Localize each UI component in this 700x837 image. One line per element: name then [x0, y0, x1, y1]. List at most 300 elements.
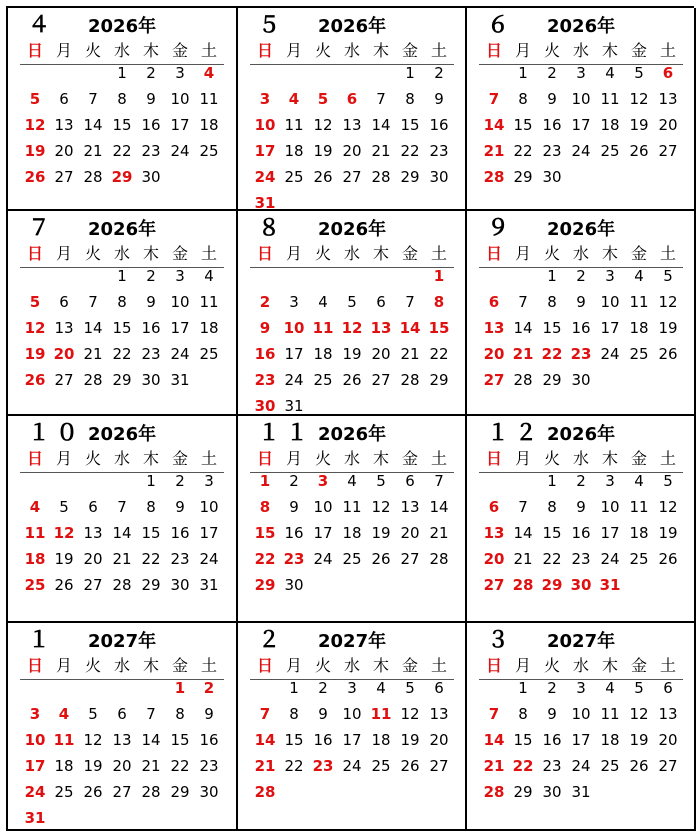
day-number: 23 — [283, 550, 305, 568]
day-number: 29 — [254, 576, 276, 594]
day-number: 16 — [254, 345, 276, 363]
month-block — [467, 416, 696, 623]
day-number: 31 — [284, 397, 304, 415]
day-number: 15 — [112, 319, 132, 337]
year-label: 2026年 — [547, 219, 616, 240]
day-number: 11 — [629, 293, 649, 311]
day-number: 11 — [342, 498, 362, 516]
day-number: 9 — [259, 319, 271, 337]
year-label: 2026年 — [318, 16, 387, 37]
day-number: 26 — [24, 168, 46, 186]
day-number: 20 — [54, 142, 74, 160]
day-number: 13 — [342, 116, 362, 134]
day-number: 13 — [429, 705, 449, 723]
month-number: ８ — [258, 216, 287, 241]
day-number: 31 — [199, 576, 219, 594]
day-number: 7 — [518, 498, 528, 516]
day-number: 2 — [175, 472, 185, 490]
day-number: 21 — [254, 757, 276, 775]
day-number: 5 — [376, 472, 386, 490]
month-number: １ — [28, 628, 57, 653]
day-number: 30 — [542, 168, 562, 186]
weekday-header: 月 — [285, 656, 302, 675]
weekday-header: 水 — [343, 41, 360, 60]
year-label: 2026年 — [88, 424, 157, 445]
weekday-header: 火 — [543, 244, 560, 263]
weekday-header: 火 — [84, 449, 101, 468]
day-number: 12 — [400, 705, 420, 723]
day-number: 30 — [429, 168, 449, 186]
day-number: 27 — [483, 576, 505, 594]
weekday-header: 月 — [514, 244, 531, 263]
day-number: 22 — [254, 550, 276, 568]
day-number: 30 — [542, 783, 562, 801]
month-number: ２ — [258, 628, 287, 653]
day-number: 29 — [400, 168, 420, 186]
day-number: 7 — [259, 705, 271, 723]
year-label: 2026年 — [547, 424, 616, 445]
weekday-header: 土 — [200, 41, 217, 60]
day-number: 19 — [629, 116, 649, 134]
day-number: 7 — [434, 472, 444, 490]
day-number: 10 — [170, 90, 190, 108]
day-number: 20 — [429, 731, 449, 749]
day-number: 13 — [658, 705, 678, 723]
weekday-header: 土 — [200, 449, 217, 468]
day-number: 30 — [141, 371, 161, 389]
day-number: 7 — [405, 293, 415, 311]
day-number: 7 — [146, 705, 156, 723]
day-number: 30 — [199, 783, 219, 801]
day-number: 26 — [24, 371, 46, 389]
day-number: 22 — [542, 550, 562, 568]
weekday-header: 水 — [113, 244, 130, 263]
day-number: 2 — [259, 293, 271, 311]
day-number: 20 — [53, 345, 75, 363]
year-label: 2026年 — [88, 16, 157, 37]
day-number: 5 — [29, 90, 41, 108]
weekday-header: 土 — [659, 656, 676, 675]
day-number: 15 — [400, 116, 420, 134]
day-number: 28 — [483, 783, 505, 801]
weekday-header: 日 — [485, 244, 502, 263]
day-number: 9 — [318, 705, 328, 723]
day-number: 4 — [204, 267, 214, 285]
day-number: 26 — [629, 757, 649, 775]
day-number: 13 — [54, 116, 74, 134]
weekday-header: 金 — [630, 244, 647, 263]
calendar-grid — [6, 6, 694, 831]
weekday-header: 火 — [314, 656, 331, 675]
weekday-header: 水 — [572, 656, 589, 675]
day-number: 28 — [83, 371, 103, 389]
day-number: 26 — [629, 142, 649, 160]
day-number: 4 — [203, 64, 215, 82]
day-number: 5 — [317, 90, 329, 108]
weekday-header: 月 — [514, 41, 531, 60]
month-number: ５ — [258, 13, 287, 38]
month-block — [8, 211, 238, 416]
day-number: 5 — [88, 705, 98, 723]
day-number: 19 — [658, 524, 678, 542]
day-number: 4 — [634, 472, 644, 490]
day-number: 26 — [313, 168, 333, 186]
day-number: 4 — [605, 679, 615, 697]
day-number: 1 — [146, 472, 156, 490]
day-number: 12 — [341, 319, 363, 337]
day-number: 28 — [400, 371, 420, 389]
weekday-header: 金 — [171, 449, 188, 468]
day-number: 19 — [24, 142, 46, 160]
month-number: ６ — [487, 13, 516, 38]
day-number: 13 — [83, 524, 103, 542]
weekday-header: 日 — [256, 244, 273, 263]
day-number: 25 — [313, 371, 333, 389]
weekday-header: 金 — [630, 449, 647, 468]
day-number: 3 — [259, 90, 271, 108]
day-number: 14 — [254, 731, 276, 749]
weekday-header: 木 — [601, 656, 618, 675]
day-number: 23 — [571, 550, 591, 568]
weekday-header: 金 — [630, 656, 647, 675]
day-number: 17 — [571, 731, 591, 749]
weekday-header: 木 — [142, 656, 159, 675]
day-number: 15 — [513, 116, 533, 134]
day-number: 10 — [24, 731, 46, 749]
weekday-header: 土 — [659, 449, 676, 468]
day-number: 15 — [428, 319, 450, 337]
day-number: 24 — [254, 168, 276, 186]
day-number: 10 — [313, 498, 333, 516]
month-number: １２ — [487, 421, 544, 446]
day-number: 2 — [547, 64, 557, 82]
day-number: 10 — [199, 498, 219, 516]
day-number: 2 — [576, 472, 586, 490]
day-number: 15 — [141, 524, 161, 542]
day-number: 18 — [342, 524, 362, 542]
day-number: 7 — [376, 90, 386, 108]
day-number: 7 — [488, 705, 500, 723]
day-number: 11 — [312, 319, 334, 337]
day-number: 20 — [400, 524, 420, 542]
day-number: 30 — [571, 371, 591, 389]
day-number: 25 — [629, 550, 649, 568]
day-number: 17 — [170, 116, 190, 134]
month-block — [238, 8, 467, 211]
weekday-header: 土 — [430, 656, 447, 675]
day-number: 5 — [634, 679, 644, 697]
day-number: 17 — [254, 142, 276, 160]
day-number: 27 — [429, 757, 449, 775]
weekday-header: 月 — [285, 449, 302, 468]
day-number: 9 — [547, 90, 557, 108]
day-number: 21 — [429, 524, 449, 542]
day-number: 12 — [629, 90, 649, 108]
day-number: 21 — [513, 550, 533, 568]
year-label: 2026年 — [318, 424, 387, 445]
day-number: 29 — [542, 371, 562, 389]
day-number: 6 — [434, 679, 444, 697]
day-number: 22 — [513, 142, 533, 160]
day-number: 14 — [513, 524, 533, 542]
weekday-header: 水 — [113, 41, 130, 60]
day-number: 8 — [518, 90, 528, 108]
day-number: 2 — [146, 64, 156, 82]
day-number: 14 — [483, 116, 505, 134]
day-number: 15 — [254, 524, 276, 542]
weekday-header: 火 — [314, 449, 331, 468]
day-number: 4 — [288, 90, 300, 108]
day-number: 28 — [83, 168, 103, 186]
month-number: １１ — [258, 421, 315, 446]
day-number: 17 — [170, 319, 190, 337]
day-number: 19 — [342, 345, 362, 363]
weekday-header: 水 — [572, 449, 589, 468]
month-number: １０ — [28, 421, 85, 446]
day-number: 20 — [83, 550, 103, 568]
day-number: 6 — [488, 498, 500, 516]
day-number: 6 — [662, 64, 674, 82]
day-number: 28 — [112, 576, 132, 594]
day-number: 26 — [54, 576, 74, 594]
day-number: 2 — [146, 267, 156, 285]
day-number: 23 — [254, 371, 276, 389]
weekday-header: 火 — [314, 244, 331, 263]
day-number: 23 — [570, 345, 592, 363]
weekday-header: 木 — [601, 449, 618, 468]
day-number: 22 — [170, 757, 190, 775]
weekday-header: 日 — [26, 41, 43, 60]
day-number: 24 — [600, 550, 620, 568]
day-number: 27 — [112, 783, 132, 801]
weekday-header: 日 — [26, 656, 43, 675]
day-number: 17 — [313, 524, 333, 542]
weekday-header: 木 — [142, 244, 159, 263]
day-number: 3 — [175, 64, 185, 82]
day-number: 20 — [483, 550, 505, 568]
month-block — [238, 211, 467, 416]
day-number: 13 — [483, 319, 505, 337]
day-number: 26 — [400, 757, 420, 775]
day-number: 18 — [284, 142, 304, 160]
day-number: 6 — [59, 293, 69, 311]
day-number: 22 — [112, 142, 132, 160]
day-number: 8 — [117, 293, 127, 311]
day-number: 8 — [117, 90, 127, 108]
day-number: 25 — [284, 168, 304, 186]
day-number: 18 — [600, 116, 620, 134]
day-number: 1 — [289, 679, 299, 697]
day-number: 21 — [371, 142, 391, 160]
month-number: ７ — [28, 216, 57, 241]
day-number: 4 — [634, 267, 644, 285]
day-number: 13 — [658, 90, 678, 108]
day-number: 16 — [199, 731, 219, 749]
day-number: 16 — [542, 731, 562, 749]
day-number: 25 — [199, 142, 219, 160]
day-number: 18 — [54, 757, 74, 775]
weekday-header: 土 — [659, 41, 676, 60]
day-number: 18 — [629, 524, 649, 542]
day-number: 30 — [570, 576, 592, 594]
day-number: 25 — [54, 783, 74, 801]
weekday-header: 水 — [572, 244, 589, 263]
year-label: 2026年 — [547, 16, 616, 37]
day-number: 21 — [400, 345, 420, 363]
day-number: 8 — [405, 90, 415, 108]
day-number: 14 — [483, 731, 505, 749]
day-number: 11 — [600, 90, 620, 108]
weekday-header: 水 — [113, 449, 130, 468]
weekday-header: 月 — [55, 41, 72, 60]
day-number: 16 — [141, 116, 161, 134]
day-number: 15 — [170, 731, 190, 749]
day-number: 12 — [24, 116, 46, 134]
day-number: 16 — [284, 524, 304, 542]
year-label: 2027年 — [88, 631, 157, 652]
day-number: 8 — [289, 705, 299, 723]
weekday-header: 日 — [26, 244, 43, 263]
day-number: 14 — [83, 319, 103, 337]
month-block — [467, 623, 696, 831]
day-number: 29 — [513, 168, 533, 186]
day-number: 3 — [204, 472, 214, 490]
day-number: 18 — [371, 731, 391, 749]
weekday-header: 月 — [514, 656, 531, 675]
day-number: 14 — [112, 524, 132, 542]
day-number: 5 — [347, 293, 357, 311]
month-block — [238, 416, 467, 623]
day-number: 24 — [571, 142, 591, 160]
day-number: 8 — [175, 705, 185, 723]
day-number: 25 — [342, 550, 362, 568]
weekday-header: 水 — [343, 656, 360, 675]
day-number: 29 — [141, 576, 161, 594]
weekday-header: 金 — [401, 41, 418, 60]
weekday-header: 月 — [55, 656, 72, 675]
day-number: 11 — [370, 705, 392, 723]
day-number: 29 — [429, 371, 449, 389]
weekday-header: 水 — [113, 656, 130, 675]
day-number: 12 — [83, 731, 103, 749]
day-number: 15 — [112, 116, 132, 134]
day-number: 1 — [547, 472, 557, 490]
month-block — [467, 211, 696, 416]
day-number: 22 — [541, 345, 563, 363]
day-number: 8 — [146, 498, 156, 516]
day-number: 17 — [342, 731, 362, 749]
day-number: 31 — [170, 371, 190, 389]
day-number: 22 — [112, 345, 132, 363]
day-number: 15 — [542, 319, 562, 337]
day-number: 20 — [483, 345, 505, 363]
day-number: 10 — [170, 293, 190, 311]
day-number: 10 — [600, 293, 620, 311]
weekday-header: 日 — [485, 41, 502, 60]
day-number: 22 — [512, 757, 534, 775]
day-number: 30 — [141, 168, 161, 186]
day-number: 15 — [513, 731, 533, 749]
weekday-header: 金 — [171, 244, 188, 263]
day-number: 2 — [434, 64, 444, 82]
day-number: 11 — [600, 705, 620, 723]
day-number: 28 — [141, 783, 161, 801]
day-number: 23 — [542, 757, 562, 775]
weekday-header: 金 — [171, 656, 188, 675]
day-number: 7 — [518, 293, 528, 311]
day-number: 23 — [141, 142, 161, 160]
day-number: 25 — [600, 142, 620, 160]
day-number: 27 — [342, 168, 362, 186]
day-number: 29 — [112, 371, 132, 389]
day-number: 22 — [284, 757, 304, 775]
day-number: 26 — [658, 345, 678, 363]
day-number: 24 — [199, 550, 219, 568]
weekday-header: 金 — [630, 41, 647, 60]
month-block — [8, 8, 238, 211]
weekday-header: 土 — [430, 449, 447, 468]
weekday-header: 火 — [314, 41, 331, 60]
day-number: 6 — [88, 498, 98, 516]
day-number: 16 — [571, 319, 591, 337]
day-number: 23 — [429, 142, 449, 160]
weekday-header: 土 — [430, 41, 447, 60]
day-number: 3 — [175, 267, 185, 285]
weekday-header: 火 — [84, 244, 101, 263]
day-number: 29 — [513, 783, 533, 801]
day-number: 9 — [146, 90, 156, 108]
month-number: ３ — [487, 628, 516, 653]
day-number: 25 — [24, 576, 46, 594]
day-number: 14 — [141, 731, 161, 749]
day-number: 23 — [141, 345, 161, 363]
weekday-header: 土 — [659, 244, 676, 263]
weekday-header: 土 — [200, 656, 217, 675]
day-number: 12 — [371, 498, 391, 516]
day-number: 23 — [542, 142, 562, 160]
day-number: 14 — [513, 319, 533, 337]
day-number: 5 — [663, 472, 673, 490]
day-number: 1 — [547, 267, 557, 285]
day-number: 1 — [259, 472, 271, 490]
weekday-header: 日 — [256, 656, 273, 675]
day-number: 8 — [259, 498, 271, 516]
day-number: 11 — [199, 90, 219, 108]
year-label: 2027年 — [318, 631, 387, 652]
day-number: 25 — [371, 757, 391, 775]
day-number: 1 — [433, 267, 445, 285]
day-number: 10 — [254, 116, 276, 134]
day-number: 28 — [429, 550, 449, 568]
day-number: 7 — [117, 498, 127, 516]
day-number: 6 — [488, 293, 500, 311]
day-number: 9 — [547, 705, 557, 723]
day-number: 3 — [576, 679, 586, 697]
weekday-header: 水 — [572, 41, 589, 60]
day-number: 24 — [342, 757, 362, 775]
weekday-header: 木 — [372, 41, 389, 60]
day-number: 11 — [199, 293, 219, 311]
day-number: 21 — [83, 345, 103, 363]
weekday-header: 日 — [256, 41, 273, 60]
day-number: 13 — [54, 319, 74, 337]
weekday-header: 金 — [171, 41, 188, 60]
day-number: 18 — [313, 345, 333, 363]
day-number: 24 — [170, 345, 190, 363]
day-number: 14 — [429, 498, 449, 516]
day-number: 5 — [663, 267, 673, 285]
day-number: 21 — [141, 757, 161, 775]
